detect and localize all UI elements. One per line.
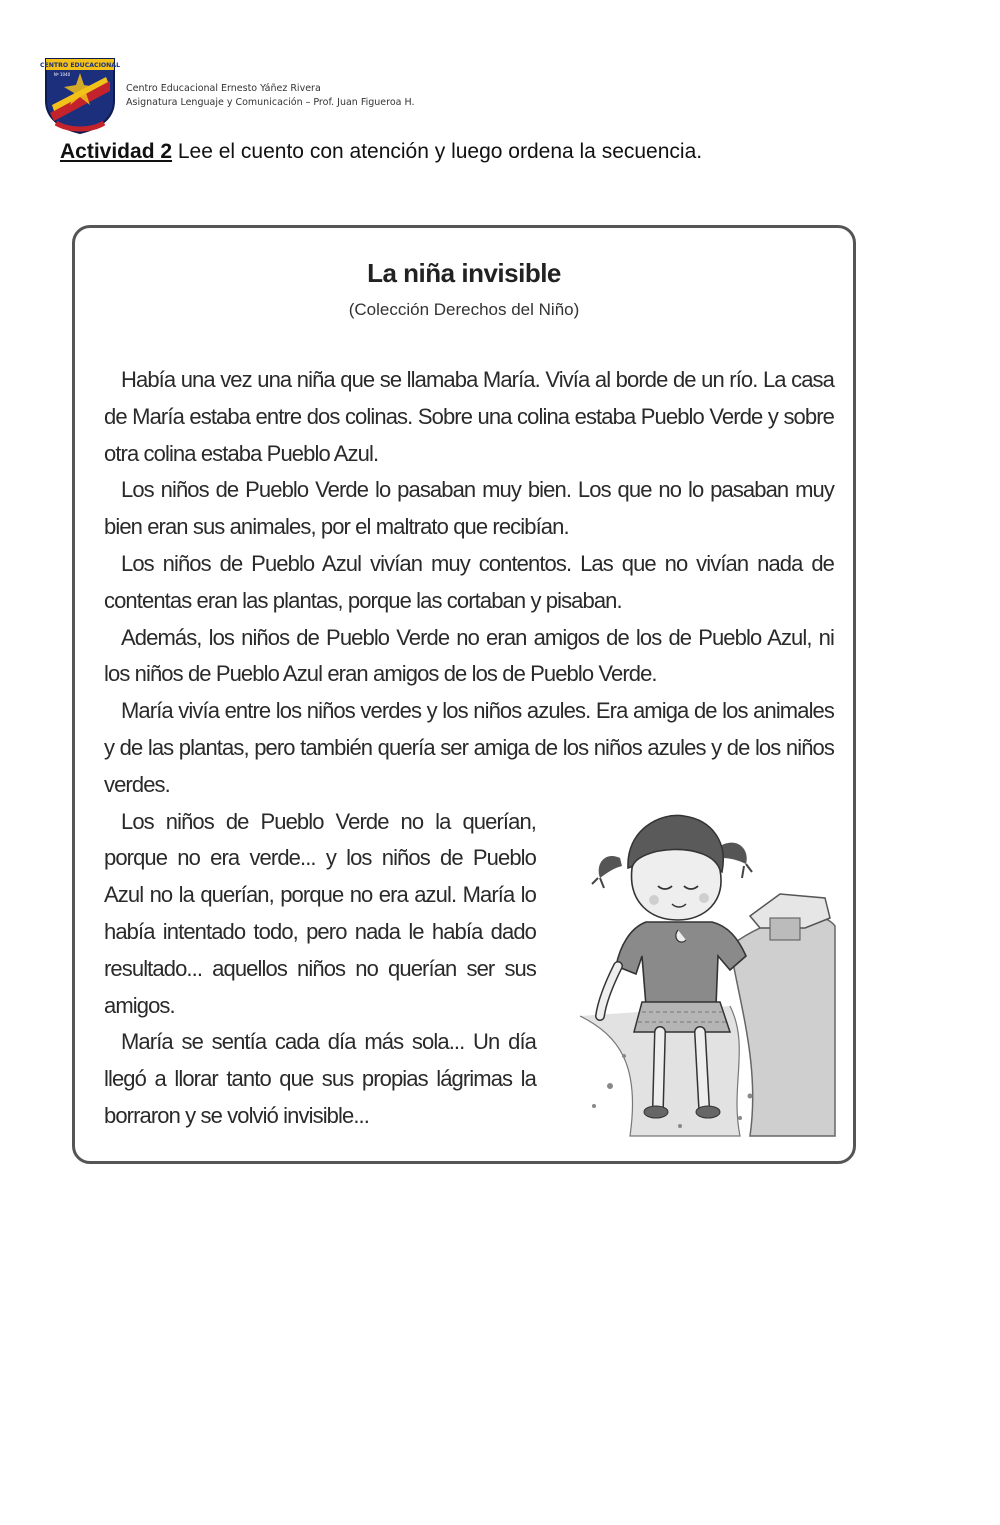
story-box [72, 225, 856, 1164]
activity-text: Lee el cuento con atención y luego ordena la secuencia. [172, 140, 703, 163]
story-paragraph: María vivía entre los niños verdes y los niños azules. Era amiga de los animales y de las plantas, pero también quería ser amiga de los niños azules y de los niños verdes. [104, 698, 834, 797]
story-paragraph: Además, los niños de Pueblo Verde no eran amigos de los de Pueblo Azul, ni los niños de Pueblo Azul eran amigos de los de Pueblo Verde. [104, 624, 834, 687]
story-paragraph: Los niños de Pueblo Verde no la querían, porque no era verde... y los niños de Pueblo Azul no la querían, porque no era azul. María lo había intentado todo, pero nada le había dado resultado... aquellos niños no querían ser sus amigos. [104, 808, 536, 1018]
girl-illustration [580, 806, 835, 1146]
logo-sub-text: Nº 1040 [53, 72, 71, 77]
story-paragraph: Los niños de Pueblo Azul vivían muy contentos. Las que no vivían nada de contentas eran las plantas, porque las cortaban y pisaban. [104, 550, 834, 613]
activity-instruction [60, 140, 702, 164]
school-info [126, 82, 414, 110]
school-logo [39, 57, 121, 135]
story-paragraph: María se sentía cada día más sola... Un día llegó a llorar tanto que sus propias lágrimas la borraron y se volvió invisible... [104, 1029, 536, 1128]
story-title: La niña invisible [367, 258, 561, 288]
logo-top-text: CENTRO EDUCACIONAL [39, 62, 121, 69]
subject-line: Asignatura Lenguaje y Comunicación – Prof. Juan Figueroa H. [126, 97, 415, 108]
story-subtitle: (Colección Derechos del Niño) [348, 300, 580, 319]
school-name: Centro Educacional Ernesto Yáñez Rivera [126, 83, 321, 94]
story-paragraph: Los niños de Pueblo Verde lo pasaban muy bien. Los que no lo pasaban muy bien eran sus animales, por el maltrato que recibían. [104, 477, 834, 540]
activity-label: Actividad 2 [60, 140, 173, 163]
story-paragraph: Había una vez una niña que se llamaba María. Vivía al borde de un río. La casa de María estaba entre dos colinas. Sobre una colina estaba Pueblo Verde y sobre otra colina estaba Pueblo Azul. [104, 367, 834, 466]
